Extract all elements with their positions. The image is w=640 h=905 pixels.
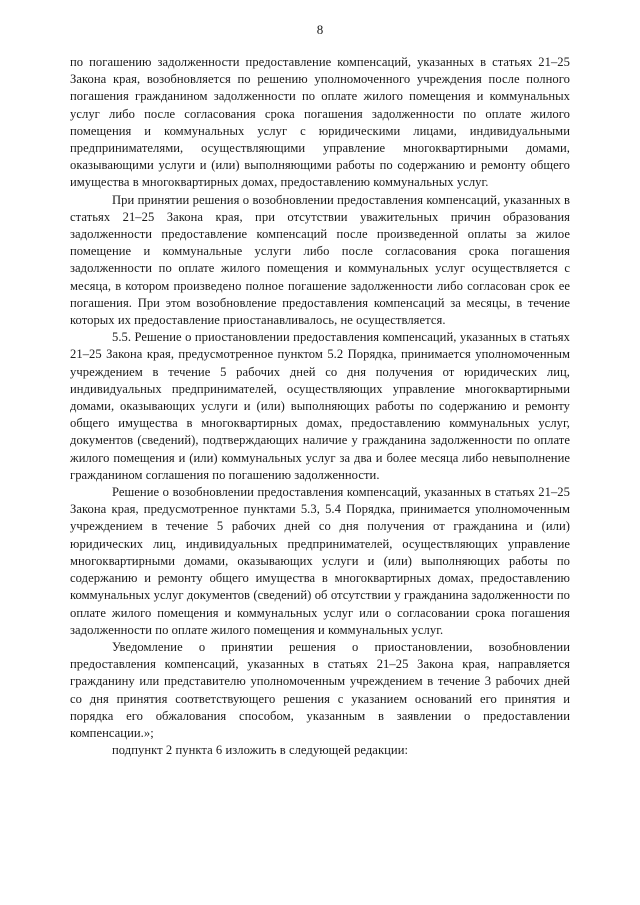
paragraph-subpoint-amendment: подпункт 2 пункта 6 изложить в следующей редакции: bbox=[112, 743, 409, 758]
paragraph-resumption-conditions: При принятии решения о возобновлении предоставления компенсаций, указанных в статьях 21–25 Закона края, при отсутствии уважительных причин образования задолженности предоставление компенсаций после произведенной оплаты за жилое помещение и коммунальные услуги либо после согласования срока погашения задолженности по оплате жилого помещения и коммунальных услуг осуществляется с месяца, в котором произведено полное погашение задолженности либо согласован срок ее погашения. При этом возобновление предоставления компенсаций за месяцы, в течение которых их предоставление приостанавливалось, не осуществляется. bbox=[70, 192, 570, 328]
paragraph-continuation: по погашению задолженности предоставление компенсаций, указанных в статьях 21–25 Закона края, возобновляется по решению уполномоченного учреждения после полного погашения гражданином задолженности по оплате жилого помещения и коммунальных услуг либо после согласования срока погашения задолженности по оплате жилого помещения и коммунальных услуг с юридическими лицами, индивидуальными предпринимателями, осуществляющими управление многоквартирными домами, оказывающими услуги и (или) выполняющими работы по содержанию и ремонту общего имущества в многоквартирных домах, предоставлению коммунальных услуг. bbox=[70, 55, 570, 190]
paragraph-notification: Уведомление о принятии решения о приостановлении, возобновлении предоставления компенсаций, указанных в статьях 21–25 Закона края, направляется гражданину или представителю уполномоченным учреждением в течение 3 рабочих дней со дня принятия соответствующего решения с указанием оснований его принятия и порядка его обжалования способом, указанным в заявлении о предоставлении компенсации.»; bbox=[70, 639, 570, 740]
paragraph-resumption-decision: Решение о возобновлении предоставления компенсаций, указанных в статьях 21–25 Закона края, предусмотренное пунктами 5.3, 5.4 Порядка, принимается уполномоченным учреждением в течение 5 рабочих дней со дня получения от гражданина и (или) юридических лиц, индивидуальных предпринимателей, осуществляющих управление многоквартирными домами, оказывающих услуги и (или) выполняющих работы по содержанию и ремонту общего имущества в многоквартирных домах, предоставлению коммунальных услуг документов (сведений) об отсутствии у гражданина задолженности по оплате жилого помещения и коммунальных услуг или о согласовании срока погашения задолженности по оплате жилого помещения и коммунальных услуг. bbox=[70, 485, 570, 637]
document-body bbox=[70, 54, 570, 759]
paragraph-5-5-suspension: 5.5. Решение о приостановлении предоставления компенсаций, указанных в статьях 21–25 Закона края, предусмотренное пунктом 5.2 Порядка, принимается уполномоченным учреждением в течение 5 рабочих дней со дня получения от юридических лиц, индивидуальных предпринимателей, осуществляющих управление многоквартирными домами, оказывающих услуги и (или) выполняющих работы по содержанию и ремонту общего имущества в многоквартирных домах, предоставлению коммунальных услуг, документов (сведений), подтверждающих наличие у гражданина задолженности по оплате жилого помещения и (или) коммунальных услуг за два и более месяца либо невыполнение гражданином соглашения по погашению задолженности. bbox=[70, 330, 570, 482]
page-number: 8 bbox=[316, 22, 324, 37]
